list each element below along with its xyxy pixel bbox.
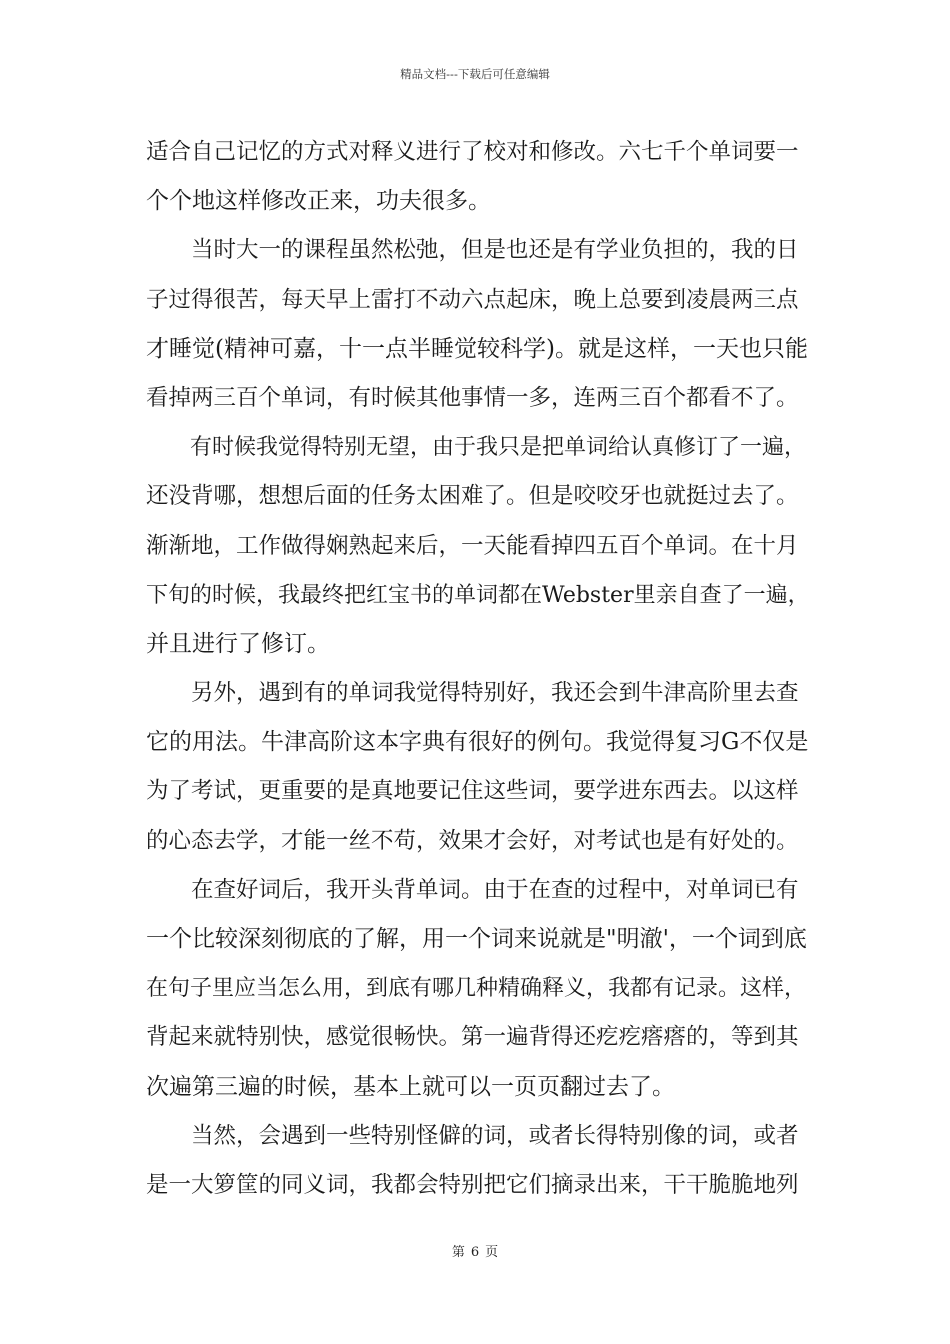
page-number-prefix: 第 xyxy=(451,1245,465,1260)
page-number-suffix: 页 xyxy=(485,1245,499,1260)
text-line: 次遍第三遍的时候，基本上就可以一页页翻过去了。 xyxy=(146,1073,675,1100)
text-line: 还没背哪，想想后面的任务太困难了。但是咬咬牙也就挺过去了。 xyxy=(146,483,799,510)
text-line: 另外，遇到有的单词我觉得特别好，我还会到牛津高阶里去查 xyxy=(146,680,799,707)
text-line: 在查好词后，我开头背单词。由于在查的过程中，对单词已有 xyxy=(146,876,799,903)
text-line: 个个地这样修改正来，功夫很多。 xyxy=(146,188,491,215)
paragraph-4 xyxy=(146,669,810,866)
text-line: 为了考试，更重要的是真地要记住这些词，要学进东西去。以这样 xyxy=(146,778,799,805)
paragraph-3 xyxy=(146,423,810,669)
text-line: 才睡觉(精神可嘉，十一点半睡觉较科学)。就是这样，一天也只能 xyxy=(146,335,808,362)
text-line: 当时大一的课程虽然松弛，但是也还是有学业负担的，我的日 xyxy=(146,237,799,264)
text-line: 是一大箩筐的同义词，我都会特别把它们摘录出来，干干脆脆地列 xyxy=(146,1171,799,1198)
document-body xyxy=(146,128,810,1210)
text-line: 适合自己记忆的方式对释义进行了校对和修改。六七千个单词要一 xyxy=(146,139,799,165)
page-footer xyxy=(0,1244,950,1262)
page-number: 6 xyxy=(470,1245,480,1260)
paragraph-6 xyxy=(146,1112,810,1210)
text-line: 下旬的时候，我最终把红宝书的单词都在Webster里亲自查了一遍， xyxy=(146,582,810,608)
page-header xyxy=(0,66,950,82)
header-text: 精品文档---下载后可任意编辑 xyxy=(400,67,550,81)
text-line: 看掉两三百个单词，有时候其他事情一多，连两三百个都看不了。 xyxy=(146,384,799,411)
paragraph-1 xyxy=(146,128,810,226)
text-line: 背起来就特别快，感觉很畅快。第一遍背得还疙疙瘩瘩的，等到其 xyxy=(146,1024,799,1051)
text-line: 渐渐地，工作做得娴熟起来后，一天能看掉四五百个单词。在十月 xyxy=(146,532,799,559)
text-line: 在句子里应当怎么用，到底有哪几种精确释义，我都有记录。这样， xyxy=(146,976,807,1002)
text-line: 并且进行了修订。 xyxy=(146,630,330,657)
text-line: 子过得很苦，每天早上雷打不动六点起床，晚上总要到凌晨两三点 xyxy=(146,286,799,313)
text-line: 的心态去学，才能一丝不苟，效果才会好，对考试也是有好处的。 xyxy=(146,827,799,854)
text-line: 一个比较深刻彻底的了解，用一个词来说就是"明澈'，一个词到底 xyxy=(146,926,807,952)
paragraph-2 xyxy=(146,226,810,423)
paragraph-5 xyxy=(146,866,810,1112)
text-line: 当然，会遇到一些特别怪僻的词，或者长得特别像的词，或者 xyxy=(146,1122,799,1149)
text-line: 它的用法。牛津高阶这本字典有很好的例句。我觉得复习G不仅是 xyxy=(146,729,809,756)
text-line: 有时候我觉得特别无望，由于我只是把单词给认真修订了一遍， xyxy=(146,435,807,461)
